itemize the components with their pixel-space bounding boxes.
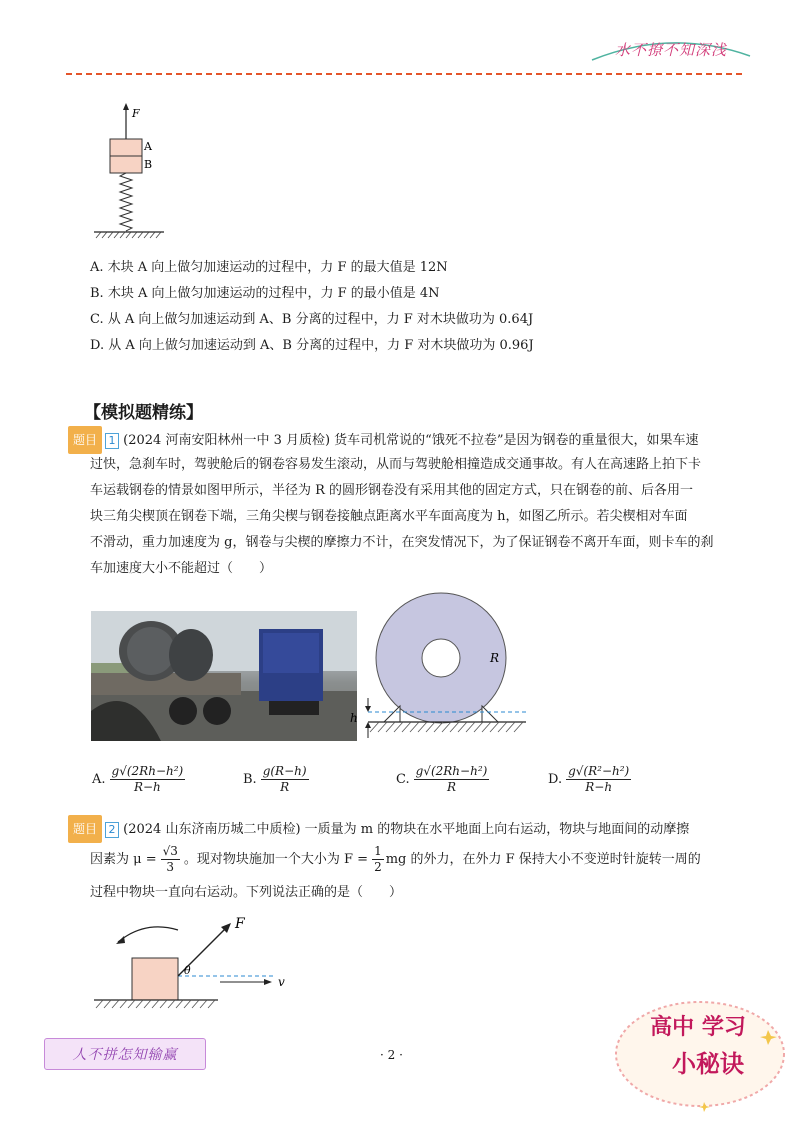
q1-tag: 题目	[68, 426, 102, 454]
q1-choice-c: C. $\frac{\text{g√(2Rh−h²)}}{R}$	[396, 764, 488, 794]
q1-line-3: 车运载钢卷的情景如图甲所示，半径为 R 的圆形钢卷没有采用其他的固定方式，只在钢卷的前、后各用一	[90, 483, 694, 498]
q2-tag: 题目	[68, 815, 102, 843]
q2-number: 2	[105, 822, 119, 838]
study-tips-badge	[608, 990, 788, 1115]
radius-label: R	[490, 651, 500, 665]
q1-line-1: 题目 1 (2024 河南安阳林州一中 3 月质检) 货车司机常说的“饿死不拉卷”是因为钢卷的重量很大，如果车速	[68, 426, 698, 454]
q2-line-2: 因素为 μ = $\frac{√3}{3}$ 。现对物块施加一个大小为 F = $\frac{1}{2}$ mg 的外力，在外力 F 保持大小不变逆时针旋转一周的	[90, 844, 701, 874]
q1-number: 1	[105, 433, 119, 449]
q1-line-6: 车加速度大小不能超过（ ）	[90, 561, 273, 576]
truck-steel-coil-photo	[91, 611, 357, 741]
option-a: A. 木块 A 向上做匀加速运动的过程中，力 F 的最大值是 12N	[90, 260, 448, 275]
q2-line-1: 题目 2 (2024 山东济南历城二中质检) 一质量为 m 的物块在水平地面上向右运动，物块与地面间的动摩擦	[68, 815, 689, 843]
header-motto: 水不撩不知深浅	[586, 34, 756, 64]
q1-choice-d: D. $\frac{\text{g√(R²−h²)}}{R-h}$	[548, 764, 630, 794]
q1-line-4: 块三角尖楔顶在钢卷下端，三角尖楔与钢卷接触点距离水平车面高度为 h，如图乙所示。若尖楔相对车面	[90, 509, 688, 524]
photo-illustration	[91, 611, 357, 741]
block-force-diagram	[90, 912, 300, 1012]
q1-choice-b: B. $\frac{g(R-h)}{R}$	[243, 764, 307, 794]
badge-line-2: 小秘诀	[672, 1050, 744, 1078]
force-f-label: F	[132, 107, 140, 120]
page-number: · 2 ·	[380, 1048, 403, 1062]
velocity-label: v	[278, 975, 285, 989]
option-c: C. 从 A 向上做匀加速运动到 A、B 分离的过程中，力 F 对木块做功为 0.64J	[90, 312, 534, 327]
block-b-label: B	[144, 158, 153, 171]
q1-line-5: 不滑动，重力加速度为 g，钢卷与尖楔的摩擦力不计，在突发情况下，为了保证钢卷不离开车面，则卡车的刹	[90, 535, 714, 550]
q1-line-2: 过快，急刹车时，驾驶舱后的钢卷容易发生滚动，从而与驾驶舱相撞造成交通事故。有人在高速路上拍下卡	[90, 457, 702, 472]
coil-wedge-diagram	[346, 592, 532, 744]
q1-choice-a: A. $\frac{\text{g√(2Rh−h²)}}{R-h}$	[92, 764, 184, 794]
option-d: D. 从 A 向上做匀加速运动到 A、B 分离的过程中，力 F 对木块做功为 0.96J	[90, 338, 534, 353]
section-title: 【模拟题精练】	[84, 403, 203, 423]
badge-line-1: 高中 学习	[650, 1015, 746, 1040]
height-label: h	[350, 711, 358, 725]
angle-label: θ	[184, 964, 191, 977]
block-a-label: A	[144, 140, 152, 153]
q2-line-3: 过程中物块一直向右运动。下列说法正确的是（ ）	[90, 885, 403, 900]
option-b: B. 木块 A 向上做匀加速运动的过程中，力 F 的最小值是 4N	[90, 286, 440, 301]
spring-block-figure	[92, 103, 172, 243]
force-label: F	[235, 916, 245, 932]
header-divider	[66, 73, 742, 75]
footer-motto: 人不拼怎知输赢	[44, 1038, 206, 1070]
spring	[120, 173, 132, 231]
